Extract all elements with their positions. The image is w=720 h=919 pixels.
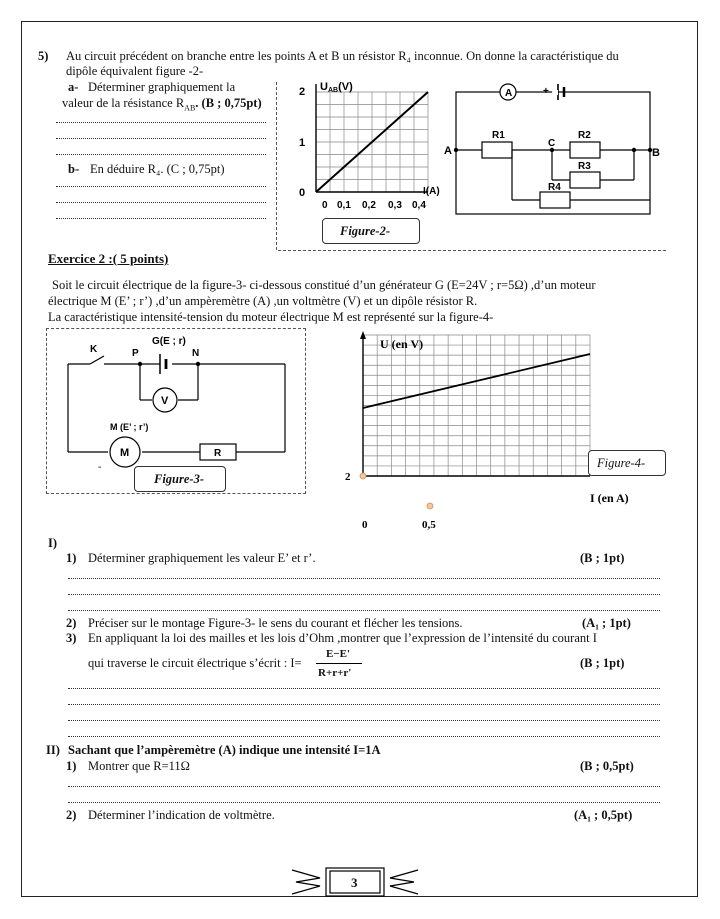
resistor-r3: [570, 172, 600, 188]
dot-mark: -: [98, 462, 102, 473]
part2-q2: Déterminer l’indication de voltmètre.: [88, 808, 275, 822]
formula-numerator: E−E': [326, 648, 350, 660]
exercise2-intro-line3: La caractéristique intensité-tension du moteur électrique M est représenté sur la figure-4-: [48, 310, 494, 324]
part1-q2-number: 2): [66, 616, 77, 630]
figure4-y-axis-label: U (en V): [380, 337, 424, 351]
part1-q3-points: (B ; 1pt): [580, 656, 625, 670]
terminal-p-label: P: [132, 348, 139, 359]
q5-line1: Au circuit précédent on branche entre les points A et B un résistor R₄ inconnue. On donne la caractéristique du: [66, 49, 619, 63]
answer-line: [56, 202, 266, 203]
figure4-caption: Figure-4-: [597, 456, 646, 470]
figure4-xtick-05: 0,5: [422, 519, 436, 531]
answer-line: [68, 704, 660, 705]
q5-number: 5): [38, 49, 49, 63]
answer-line: [68, 802, 660, 803]
part2-roman: II): [46, 743, 60, 757]
formula-denominator: R+r+r': [318, 667, 352, 679]
part1-q3-number: 3): [66, 631, 77, 645]
q5-a-line1: Déterminer graphiquement la: [88, 80, 236, 94]
figure2-frame-left: [276, 82, 277, 250]
figure4-origin: 0: [362, 519, 368, 531]
answer-line: [56, 218, 266, 219]
figure2-y-axis-label: UAB(V): [320, 81, 353, 94]
generator-label: G(E ; r): [152, 336, 186, 347]
part2-q2-number: 2): [66, 808, 77, 822]
figure2-ytick-1: 1: [299, 137, 306, 149]
figure2-caption: Figure-2-: [340, 224, 390, 238]
fraction-bar: [316, 663, 362, 664]
exercise2-title: Exercice 2 :( 5 points): [48, 251, 169, 266]
ytick-marker: [360, 473, 366, 479]
figure4-ytick-2: 2: [345, 471, 351, 483]
q5-b-text: En déduire R₄. (C ; 0,75pt): [90, 162, 225, 176]
resistor-r1: [482, 142, 512, 158]
answer-line: [56, 138, 266, 139]
figure4-x-axis-label: I (en A): [590, 491, 629, 505]
voltmeter-label: V: [161, 395, 169, 407]
switch-k-label: K: [90, 344, 98, 355]
exercise2-intro-line2: électrique M (E’ ; r’) ,d’un ampèremètre (A) ,un voltmètre (V) et un dipôle résistor R.: [48, 294, 478, 308]
figure3-caption: Figure-3-: [154, 472, 204, 486]
figure2-x-axis-label: I(A): [423, 186, 440, 197]
figure2-xtick-0: 0: [322, 200, 328, 211]
answer-line: [56, 122, 266, 123]
answer-line: [68, 594, 660, 595]
part2-q1-number: 1): [66, 759, 77, 773]
part1-q3-line2: qui traverse le circuit électrique s’écrit : I=: [88, 656, 302, 670]
page-number: 3: [351, 875, 358, 890]
part1-q1-points: (B ; 1pt): [580, 551, 625, 565]
node-b-label: B: [652, 147, 660, 159]
answer-line: [68, 736, 660, 737]
resistor-r4: [540, 192, 570, 208]
part1-q1: Déterminer graphiquement les valeur E’ et r’.: [88, 551, 316, 565]
figure2-ytick-0: 0: [299, 187, 306, 199]
node-a-label: A: [444, 145, 452, 157]
motor-label: M: [120, 447, 130, 459]
node-c-label: C: [548, 138, 556, 149]
q5-b-label: b-: [68, 162, 80, 176]
part1-q1-number: 1): [66, 551, 77, 565]
terminal-n-label: N: [192, 348, 200, 359]
resistor-r-label: R: [214, 448, 222, 459]
answer-line: [68, 610, 660, 611]
xtick-marker: [427, 503, 433, 509]
part2-q2-points: (A₁ ; 0,5pt): [574, 808, 633, 822]
figure2-graph: [300, 80, 450, 215]
part1-q3-line1: En appliquant la loi des mailles et les lois d’Ohm ,montrer que l’expression de l’intensité du courant I: [88, 631, 597, 645]
figure4-graph: [340, 330, 670, 530]
part1-q2: Préciser sur le montage Figure-3- le sens du courant et flécher les tensions.: [88, 616, 463, 630]
figure3-circuit: [60, 332, 300, 472]
answer-line: [68, 688, 660, 689]
resistor-r2: [570, 142, 600, 158]
part1-q2-points: (A₁ ; 1pt): [582, 616, 631, 630]
motor-caption: M (E’ ; r’): [110, 422, 149, 432]
figure2-xtick-02: 0,2: [362, 200, 376, 211]
answer-line: [56, 186, 266, 187]
answer-line: [68, 578, 660, 579]
r1-label: R1: [492, 130, 505, 141]
part2-intro: Sachant que l’ampèremètre (A) indique une intensité I=1A: [68, 743, 381, 757]
r4-label: R4: [548, 182, 561, 193]
q5-a-line2: valeur de la résistance $R_{AB}$. (B ; 0,75pt): [62, 96, 262, 113]
answer-line: [56, 154, 266, 155]
answer-line: [68, 720, 660, 721]
ammeter-label: A: [505, 88, 513, 99]
r2-label: R2: [578, 130, 591, 141]
part2-q1: Montrer que R=11Ω: [88, 759, 190, 773]
figure2-xtick-01: 0,1: [337, 200, 351, 211]
figure4-grid: [363, 335, 590, 476]
part1-roman: I): [48, 536, 58, 550]
q5-a-label: a-: [68, 80, 79, 94]
figure2-xtick-04: 0,4: [412, 200, 426, 211]
q5-line2: dipôle équivalent figure -2-: [66, 64, 204, 78]
figure2-ytick-2: 2: [299, 86, 306, 98]
r3-label: R3: [578, 161, 591, 172]
battery-plus-sign: +: [543, 86, 549, 97]
part2-q1-points: (B ; 0,5pt): [580, 759, 634, 773]
figure2-circuit: [440, 80, 665, 220]
figure2-xtick-03: 0,3: [388, 200, 402, 211]
exercise2-intro-line1: Soit le circuit électrique de la figure-3- ci-dessous constitué d’un générateur G (E=24V ; r=5Ω) ,d’un moteur: [52, 278, 596, 292]
answer-line: [68, 786, 660, 787]
